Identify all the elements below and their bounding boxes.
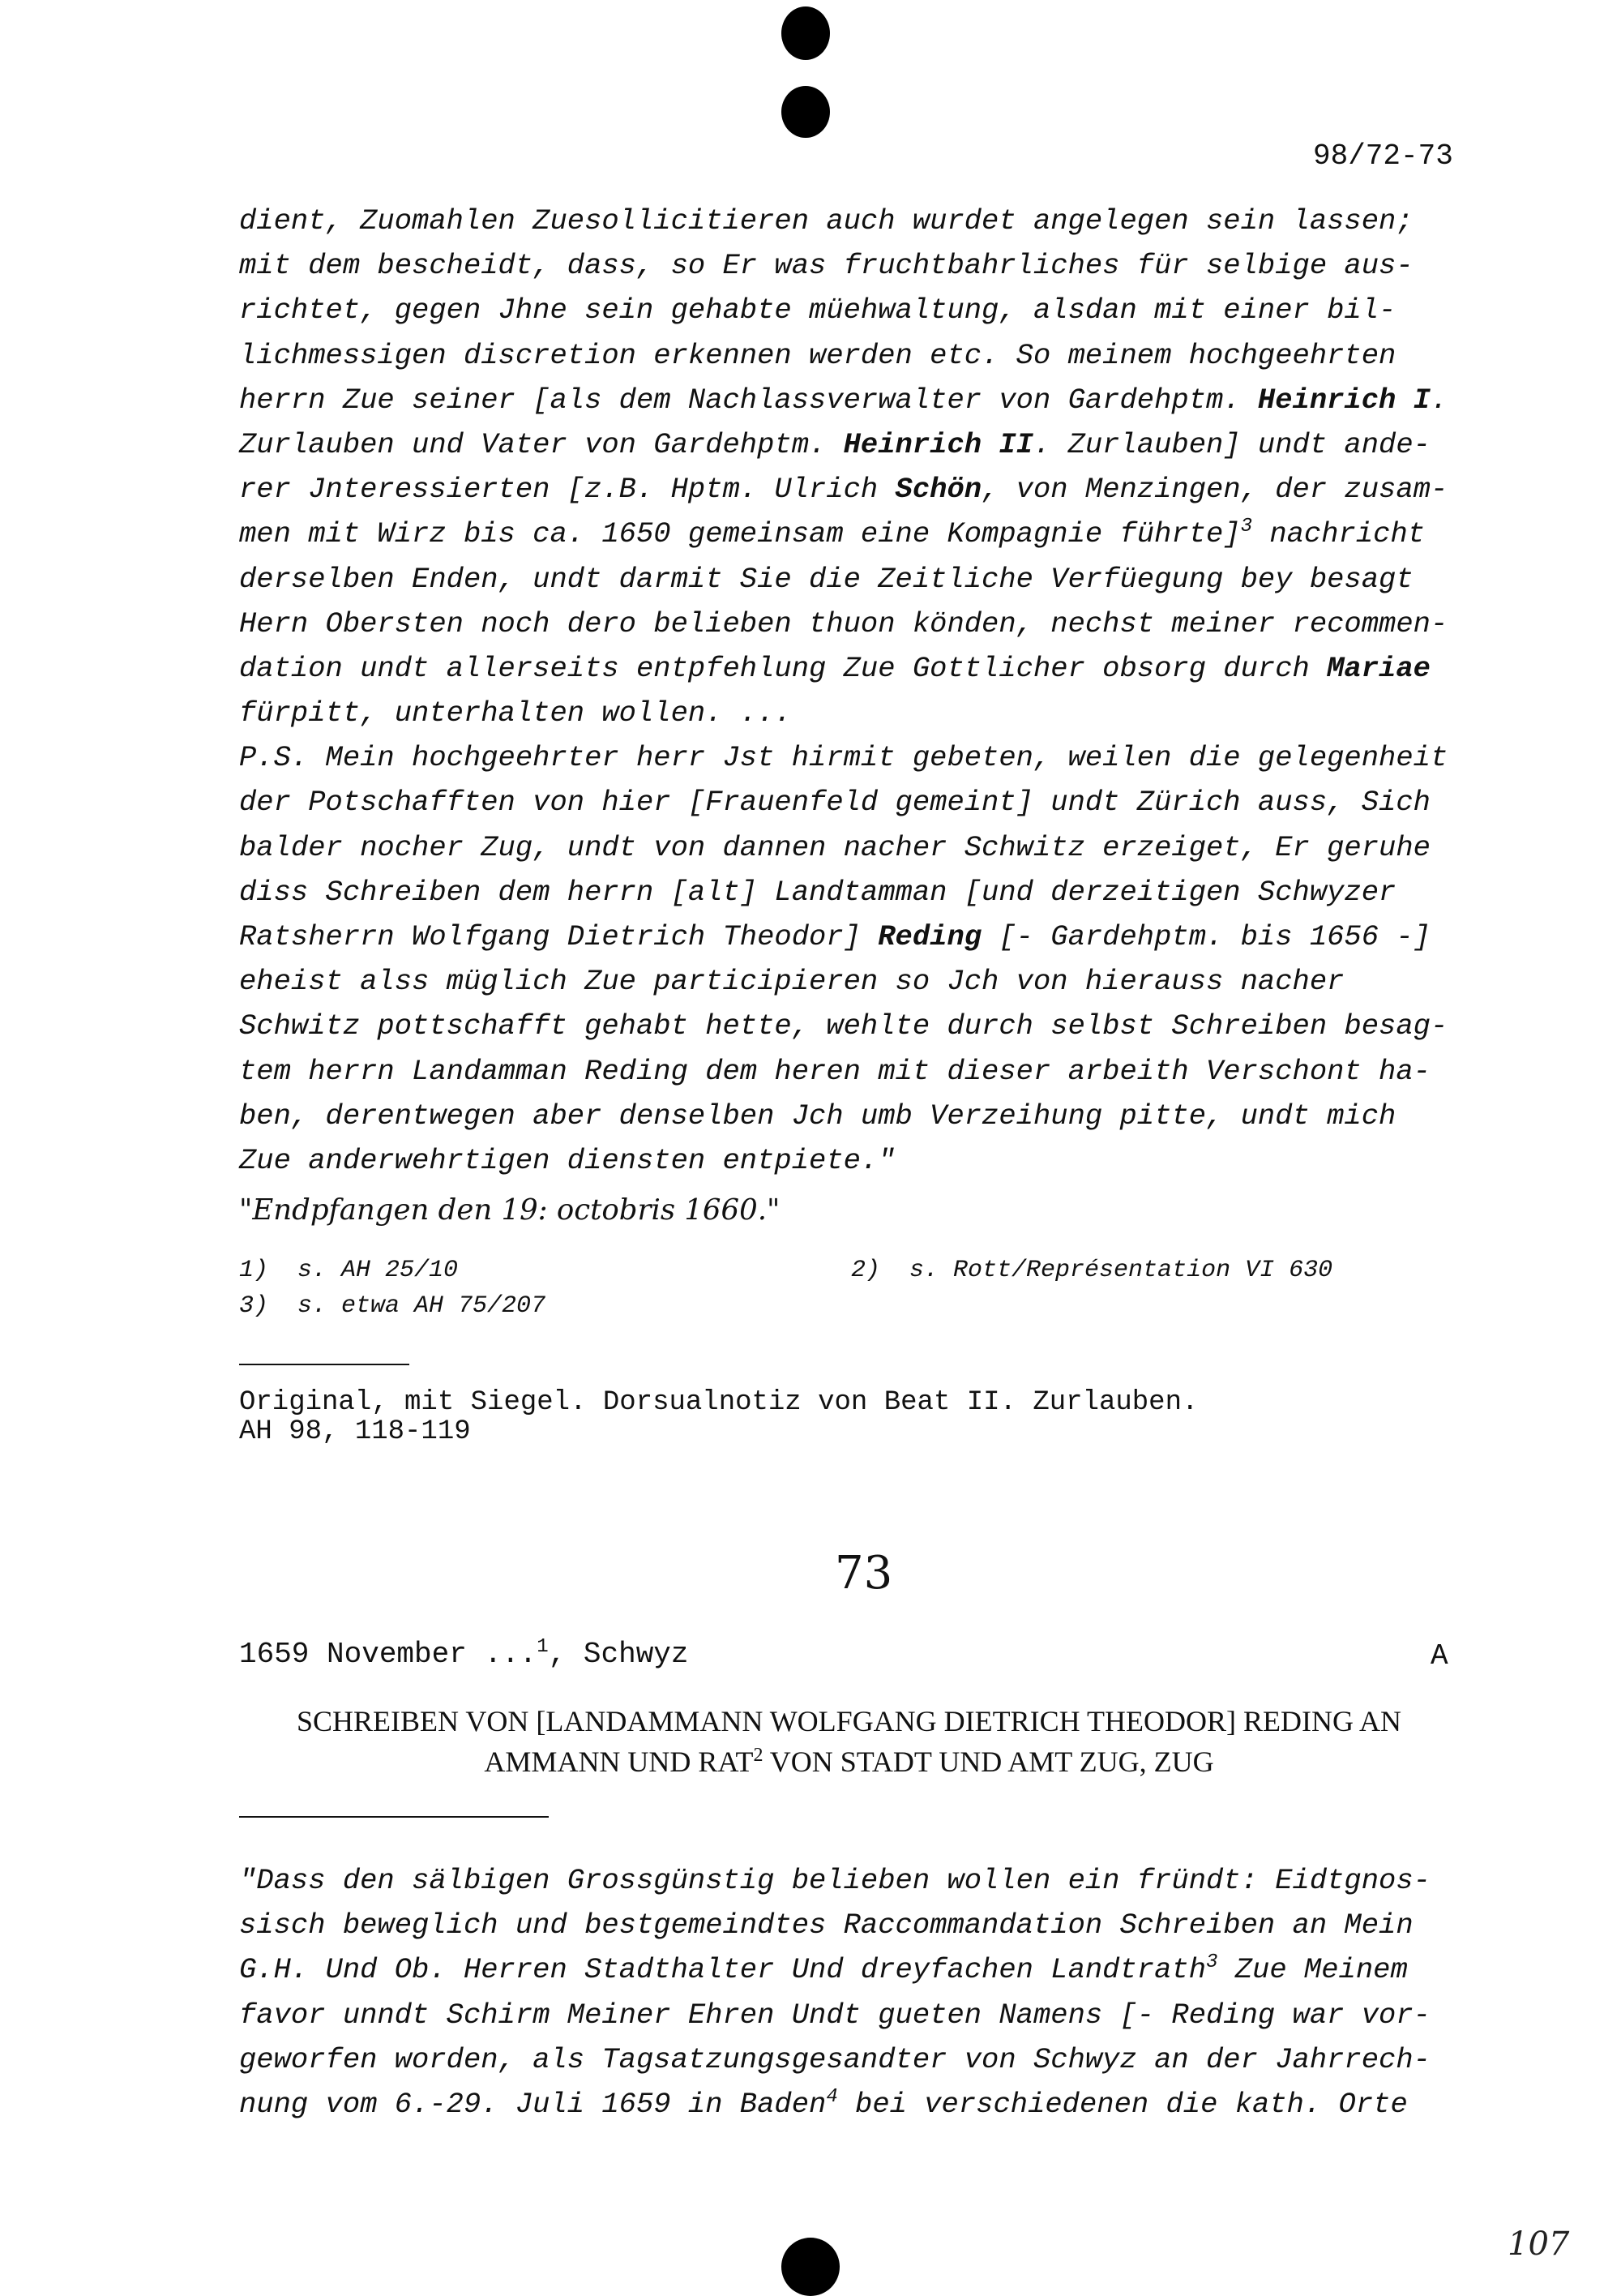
text-run: nachricht [1252, 517, 1426, 551]
page-reference: 98/72-73 [1313, 139, 1453, 173]
text-run: Schwitz pottschafft gehabt hette, wehlte durch selbst Schreiben besag- [239, 1009, 1448, 1043]
letter_body-line [239, 422, 1448, 467]
quote-body [239, 1858, 1431, 2127]
bold-name: Schön [895, 473, 982, 507]
text-run: nung vom 6.-29. Juli 1659 in Baden [239, 2087, 827, 2121]
text-run: Zurlauben und Vater von Gardehptm. [239, 427, 844, 461]
heading-footnote-ref: 2 [753, 1745, 763, 1766]
text-run: dient, Zuomahlen Zuesollicitieren auch wurdet angelegen sein lassen; [239, 204, 1414, 238]
quote_body-line [239, 1903, 1431, 1947]
text-run: lichmessigen discretion erkennen werden etc. So meinem hochgeehrten [239, 338, 1396, 372]
quote_body-line [239, 1858, 1431, 1903]
letter_body-line [239, 825, 1448, 870]
text-run: Ratsherrn Wolfgang Dietrich Theodor] [239, 920, 879, 953]
divider-rule [239, 1364, 409, 1365]
footnote-ref: 4 [826, 2086, 838, 2109]
quote_body-line [239, 2082, 1431, 2127]
letter_body-line [239, 199, 1448, 243]
footnote-2: 2) s. Rott/Représentation VI 630 [851, 1257, 1333, 1284]
text-run: [- Gardehptm. bis 1656 -] [982, 920, 1431, 953]
text-run: der Potschafften von hier [Frauenfeld gemeint] undt Zürich auss, Sich [239, 786, 1431, 820]
text-run: dation undt allerseits entpfehlung Zue Gottlicher obsorg durch [239, 651, 1328, 685]
heading-line-2b: VON STADT UND AMT ZUG, ZUG [763, 1746, 1214, 1778]
text-run: geworfen worden, als Tagsatzungsgesandter von Schwyz an der Jahrrech- [239, 2042, 1431, 2076]
footnote-ref: 3 [1206, 1951, 1218, 1974]
bold-name: Heinrich I [1257, 383, 1431, 417]
text-run: diss Schreiben dem herrn [alt] Landtamman [und derzeitigen Schwyzer [239, 875, 1396, 909]
received-note: "Endpfangen den 19: octobris 1660." [239, 1193, 781, 1227]
footnote-1: 1) s. AH 25/10 [239, 1257, 459, 1284]
letter_body-line [239, 243, 1448, 288]
letter_body-line [239, 735, 1448, 780]
text-run: . [1430, 383, 1448, 417]
text-run: balder nocher Zug, undt von dannen nacher Schwitz erzeiget, Er geruhe [239, 830, 1431, 864]
text-run: , von Menzingen, der zusam- [982, 473, 1448, 507]
text-run: tem herrn Landamman Reding dem heren mit dieser arbeith Verschont ha- [239, 1054, 1431, 1088]
text-run: richtet, gegen Jhne sein gehabte müehwaltung, alsdan mit einer bil- [239, 293, 1396, 328]
letter_body-line [239, 915, 1448, 959]
letter_body-line [239, 870, 1448, 915]
footnote-ref: 3 [1240, 516, 1253, 538]
document-number: 73 [835, 1547, 893, 1600]
letter_body-line [239, 959, 1448, 1004]
heading-divider-rule [239, 1816, 549, 1818]
category-marker: A [1431, 1639, 1448, 1673]
punch-hole-bottom [781, 2238, 840, 2296]
text-run: herrn Zue seiner [als dem Nachlassverwalter von Gardehptm. [239, 383, 1258, 417]
provenance-line-2: AH 98, 118-119 [239, 1416, 471, 1447]
letter_body-line [239, 1004, 1448, 1048]
text-run: . Zurlauben] undt ande- [1033, 427, 1431, 461]
footnote-3: 3) s. etwa AH 75/207 [239, 1292, 546, 1320]
bold-name: Heinrich II [843, 427, 1033, 461]
text-run: "Dass den sälbigen Grossgünstig belieben wollen ein fründt: Eidtgnos- [239, 1864, 1431, 1897]
text-run: fürpitt, unterhalten wollen. ... [239, 696, 792, 730]
text-run: Zue Meinem [1217, 1953, 1408, 1987]
text-run: derselben Enden, undt darmit Sie die Zeitliche Verfüegung bey besagt [239, 562, 1414, 596]
text-run: Zue anderwehrtigen diensten entpiete." [239, 1143, 896, 1177]
text-run: Hern Obersten noch dero belieben thuon könden, nechst meiner recommen- [239, 606, 1448, 640]
dateline-place: , Schwyz [548, 1638, 689, 1671]
letter_body-line [239, 1138, 1448, 1183]
letter_body-line [239, 288, 1448, 332]
text-run: mit dem bescheidt, dass, so Er was fruchtbahrliches für selbige aus- [239, 249, 1414, 283]
heading-line-2 [239, 1741, 1459, 1782]
text-run: favor unndt Schirm Meiner Ehren Undt gueten Namens [- Reding war vor- [239, 1998, 1431, 2032]
text-run: eheist alss müglich Zue participieren so Jch von hierauss nacher [239, 965, 1345, 999]
letter_body-line [239, 333, 1448, 378]
letter_body-line [239, 646, 1448, 691]
provenance-line-1: Original, mit Siegel. Dorsualnotiz von Beat II. Zurlauben. [239, 1387, 1199, 1418]
dateline-footnote-ref: 1 [537, 1636, 549, 1658]
text-run: G.H. Und Ob. Herren Stadthalter Und dreyfachen Landtrath [239, 1953, 1206, 1987]
quote_body-line [239, 1993, 1431, 2037]
text-run: rer Jnteressierten [z.B. Hptm. Ulrich [239, 473, 896, 507]
document-heading [239, 1701, 1459, 1782]
text-run: men mit Wirz bis ca. 1650 gemeinsam eine Kompagnie führte] [239, 517, 1241, 551]
letter_body-line [239, 1094, 1448, 1138]
letter_body-line [239, 780, 1448, 825]
text-run: bei verschiedenen die kath. Orte [837, 2087, 1408, 2121]
letter_body-line [239, 512, 1448, 556]
bold-name: Mariae [1327, 651, 1431, 685]
quote_body-line [239, 2037, 1431, 2082]
heading-line-1: SCHREIBEN VON [LANDAMMANN WOLFGANG DIETRICH THEODOR] REDING AN [297, 1705, 1401, 1737]
bold-name: Reding [878, 920, 982, 953]
quote_body-line [239, 1947, 1431, 1992]
text-run: P.S. Mein hochgeehrter herr Jst hirmit gebeten, weilen die gelegenheit [239, 741, 1448, 775]
punch-hole-top [781, 6, 830, 60]
letter-body [239, 199, 1448, 1183]
letter_body-line [239, 467, 1448, 512]
heading-line-2a: AMMANN UND RAT [484, 1746, 754, 1778]
handwritten-page-number: 107 [1508, 2225, 1570, 2263]
punch-hole-second [781, 86, 830, 138]
dateline [239, 1638, 689, 1671]
letter_body-line [239, 1049, 1448, 1094]
letter_body-line [239, 691, 1448, 735]
letter_body-line [239, 378, 1448, 422]
letter_body-line [239, 602, 1448, 646]
text-run: sisch beweglich und bestgemeindtes Raccommandation Schreiben an Mein [239, 1908, 1414, 1943]
letter_body-line [239, 557, 1448, 602]
dateline-text: 1659 November ... [239, 1638, 537, 1671]
text-run: ben, derentwegen aber denselben Jch umb Verzeihung pitte, undt mich [239, 1099, 1396, 1133]
